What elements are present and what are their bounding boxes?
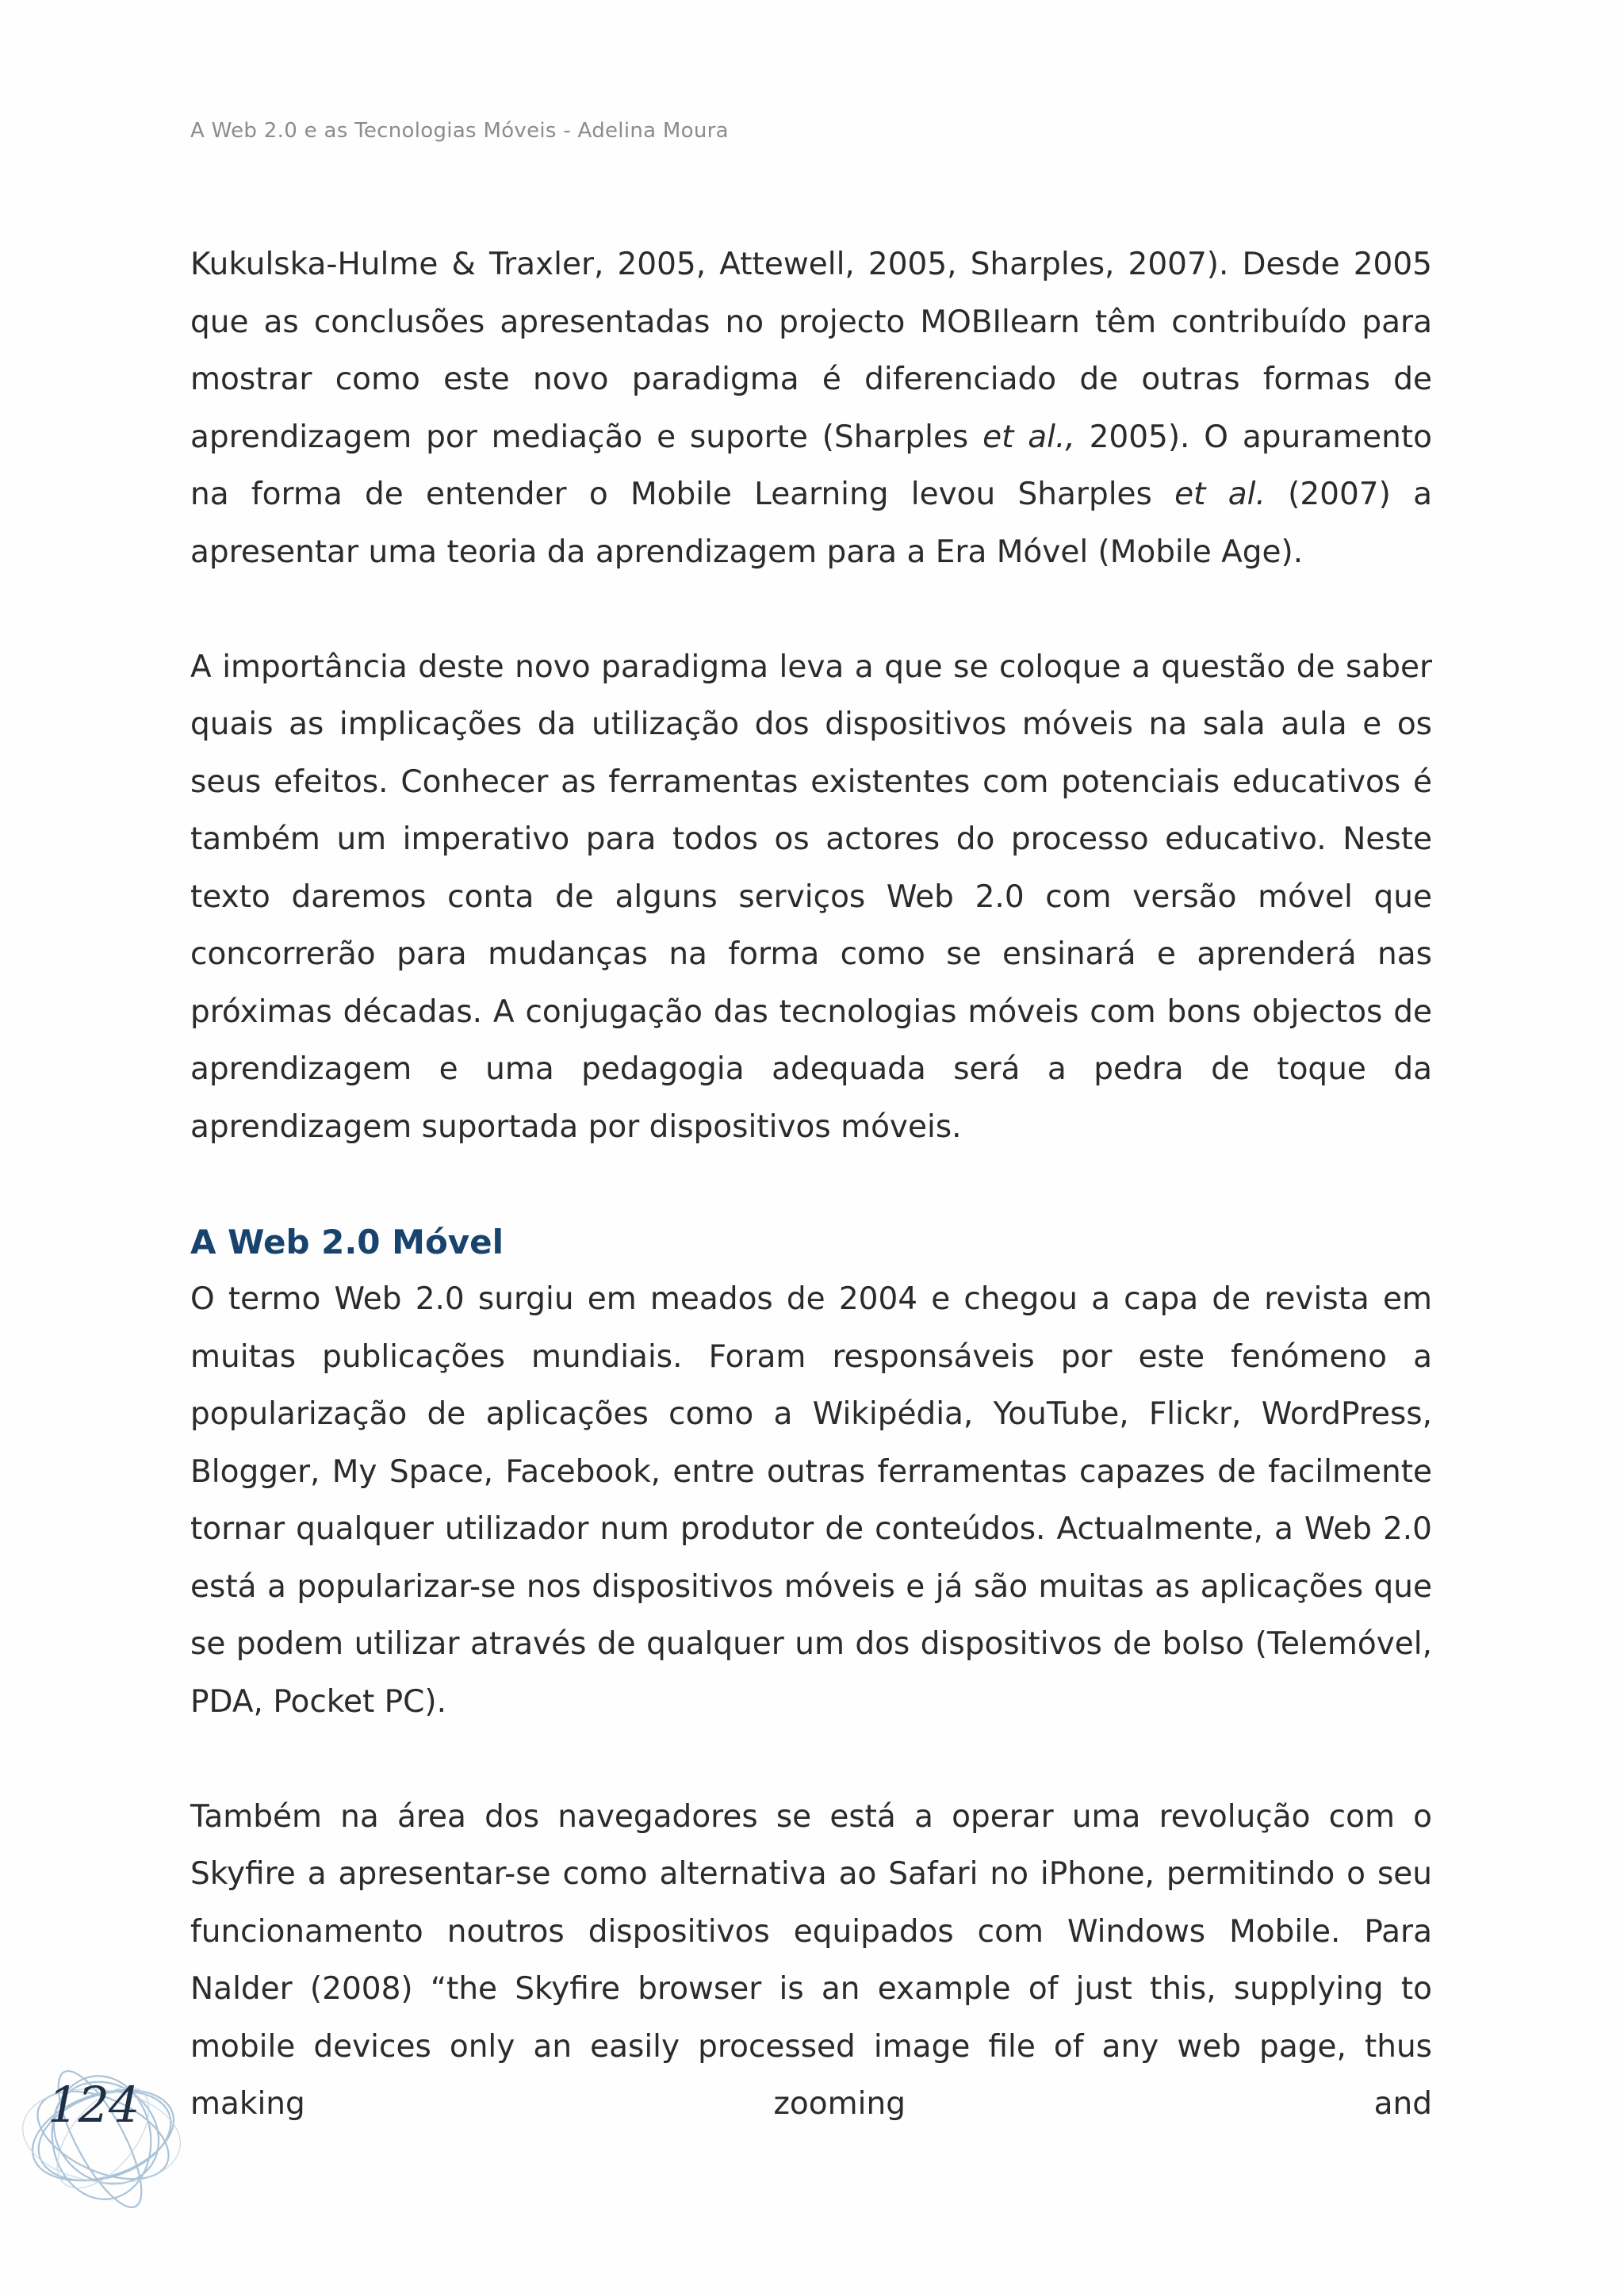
running-header: A Web 2.0 e as Tecnologias Móveis - Adelina Moura [190, 119, 729, 143]
body-text [190, 236, 1432, 2134]
section-heading: A Web 2.0 Móvel [190, 1222, 504, 1261]
paragraph-1 [190, 236, 1432, 581]
paragraph-3: O termo Web 2.0 surgiu em meados de 2004 e chegou a capa de revista em muitas publicações mundiais. Foram responsáveis por este fenómeno a popularização de aplicações como a Wikipédia, YouTube, Flickr, WordPress, Blogger, My Space, Facebook, entre outras ferramentas capazes de facilmente tornar qualquer utilizador num produtor de conteúdos. Actualmente, a Web 2.0 está a popularizar-se nos dispositivos móveis e já são muitas as aplicações que se podem utilizar através de qualquer um dos dispositivos de bolso (Telemóvel, PDA, Pocket PC). [190, 1281, 1432, 1720]
paragraph-1-citation-2: et al. [1174, 477, 1266, 512]
page-number: 124 [48, 2076, 140, 2134]
paragraph-2: A importância deste novo paradigma leva a que se coloque a questão de saber quais as implicações da utilização dos dispositivos móveis na sala aula e os seus efeitos. Conhecer as ferramentas existentes com potenciais educativos é também um imperativo para todos os actores do processo educativo. Neste texto daremos conta de alguns serviços Web 2.0 com versão móvel que concorrerão para mudanças na forma como se ensinará e aprenderá nas próximas décadas. A conjugação das tecnologias móveis com bons objectos de aprendizagem e uma pedagogia adequada será a pedra de toque da aprendizagem suportada por dispositivos móveis. [190, 649, 1432, 1145]
paragraph-4: Também na área dos navegadores se está a operar uma revolução com o Skyfire a apresentar-se como alternativa ao Safari no iPhone, permitindo o seu funcionamento noutros dispositivos equipados com Windows Mobile. Para Nalder (2008) “the Skyfire browser is an example of just this, supplying to mobile devices only an easily processed image file of any web page, thus making zooming and [190, 1798, 1432, 2122]
paragraph-1-text-a: Kukulska-Hulme & Traxler, 2005, Attewell, 2005, Sharples, 2007). Desde 2005 que as conclusões apresentadas no projecto MOBIlearn têm contribuído para mostrar como este novo paradigma é diferenciado de outras formas de aprendizagem por mediação e suporte (Sharples [190, 247, 1432, 455]
paragraph-1-citation-1: et al., [982, 419, 1075, 455]
paragraph-1-text-c: 2005). O apuramento na forma de entender o Mobile Learning levou Sharples [190, 419, 1432, 512]
paragraph-1-text-e: (2007) a apresentar uma teoria da aprendizagem para a Era Móvel (Mobile Age). [190, 477, 1432, 570]
